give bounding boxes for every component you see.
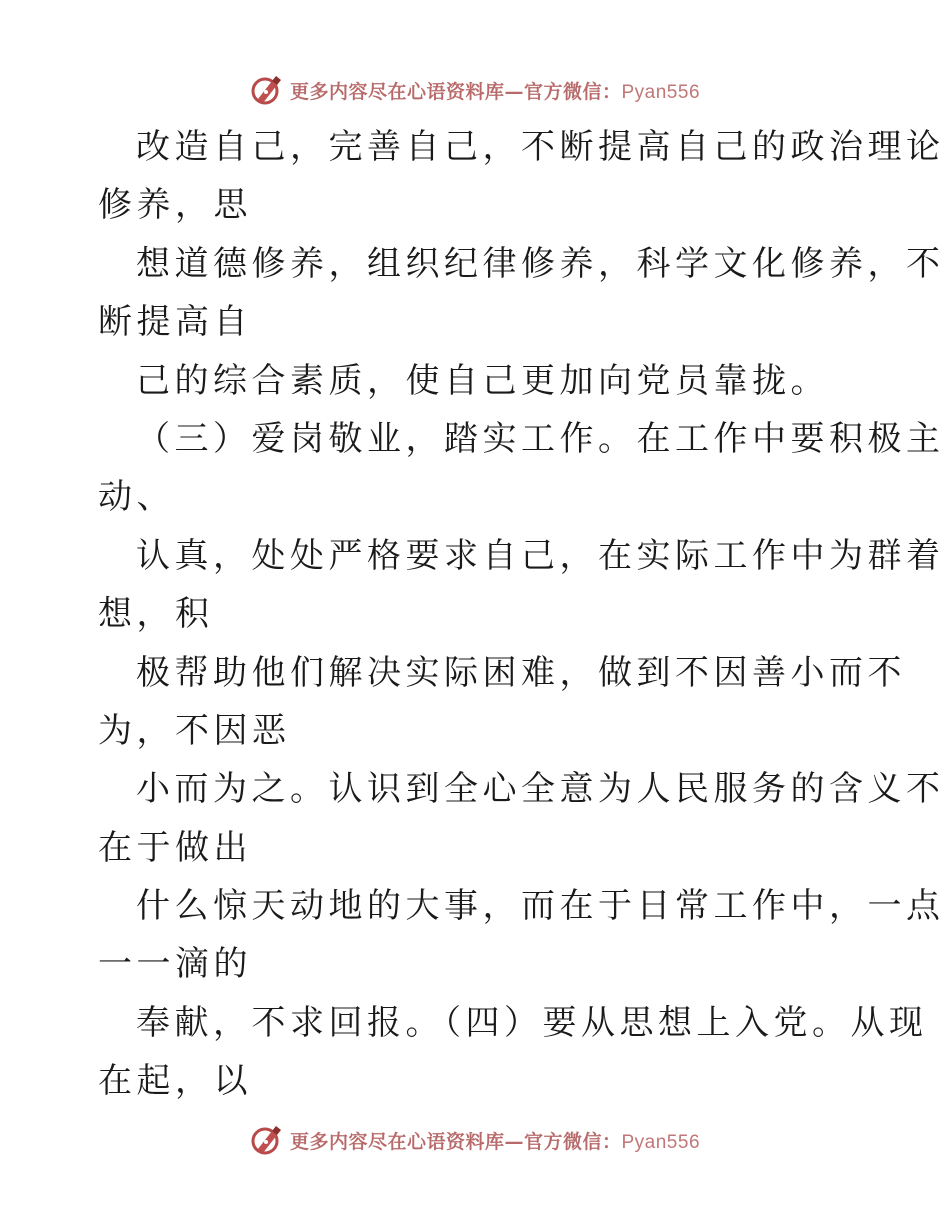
body-line-12: 小而为之。认识到全心全意为人民服务的含义不 — [136, 769, 945, 810]
body-line-9: 想，积 — [98, 594, 214, 635]
body-line-4: 断提高自 — [98, 302, 252, 343]
body-line-8: 认真，处处严格要求自己，在实际工作中为群着 — [136, 535, 945, 576]
body-line-10: 极帮助他们解决实际困难，做到不因善小而不 — [136, 652, 906, 693]
document-body — [98, 118, 945, 1111]
body-line-13: 在于做出 — [98, 827, 252, 868]
body-line-3: 想道德修养，组织纪律修养，科学文化修养，不 — [136, 243, 945, 284]
footer-banner — [0, 1120, 950, 1160]
header-banner-text: 更多内容尽在心语资料库—官方微信：Pyan556 — [289, 80, 701, 103]
body-line-7: 动、 — [98, 477, 175, 518]
body-line-2: 修养，思 — [98, 185, 252, 226]
footer-wechat-id: Pyan556 — [621, 1131, 701, 1153]
body-line-14: 什么惊天动地的大事，而在于日常工作中，一点 — [136, 886, 945, 927]
header-wechat-id: Pyan556 — [621, 81, 701, 103]
body-line-15: 一一滴的 — [98, 944, 252, 985]
pen-nib-logo-icon — [250, 73, 284, 107]
pen-nib-logo-icon — [250, 1123, 284, 1157]
footer-banner-text: 更多内容尽在心语资料库—官方微信：Pyan556 — [289, 1130, 701, 1153]
body-line-6: （三）爱岗敬业，踏实工作。在工作中要积极主 — [136, 418, 945, 459]
body-line-5: 己的综合素质，使自己更加向党员靠拢。 — [136, 360, 829, 401]
body-line-11: 为，不因恶 — [98, 710, 291, 751]
header-banner — [0, 70, 950, 110]
body-line-1: 改造自己，完善自己，不断提高自己的政治理论 — [136, 127, 945, 167]
body-line-17: 在起，以 — [98, 1061, 252, 1102]
body-line-16: 奉献，不求回报。（四）要从思想上入党。从现 — [136, 1002, 928, 1043]
